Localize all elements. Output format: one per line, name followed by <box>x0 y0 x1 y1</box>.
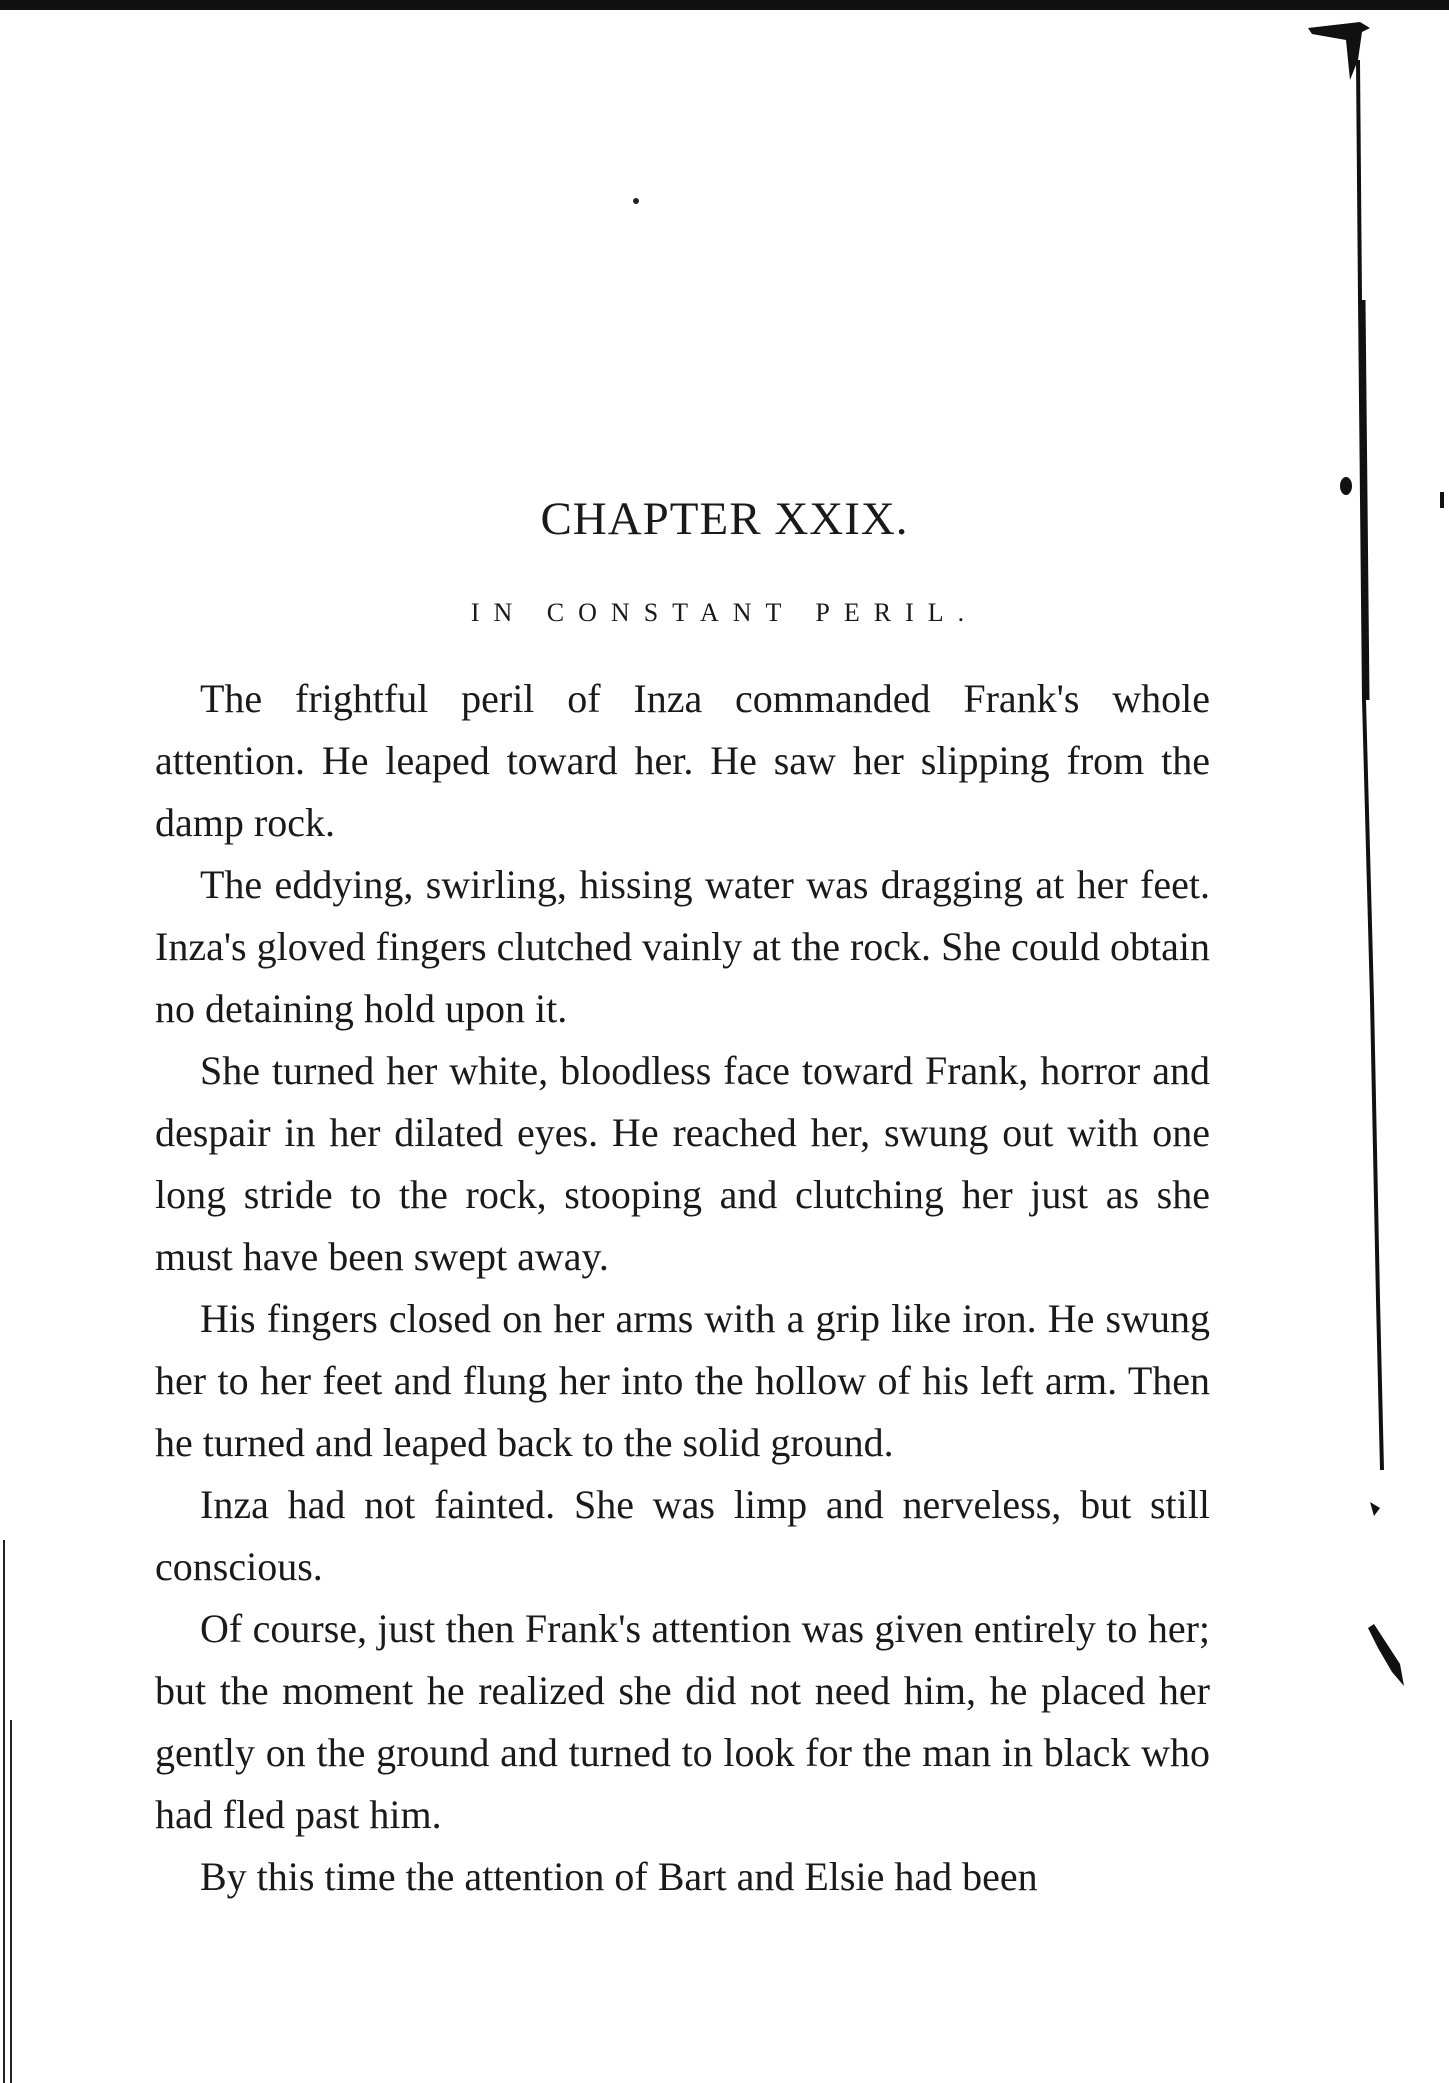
chapter-title: CHAPTER XXIX. <box>540 493 909 545</box>
paragraph: She turned her white, bloodless face toward Frank, horror and despair in her dilated eyes. He reached her, swung out with one long stride to the rock, stooping and clutching her just as she must have been swept away. <box>155 1048 1210 1279</box>
chapter-subtitle: IN CONSTANT PERIL. <box>470 598 979 627</box>
paragraph: By this time the attention of Bart and Elsie had been <box>200 1854 1038 1899</box>
scan-left-edge <box>0 1540 20 2083</box>
paragraph: The frightful peril of Inza commanded Frank's whole attention. He leaped toward her. He saw her slipping from the damp rock. <box>155 676 1210 845</box>
paragraph: Of course, just then Frank's attention was given entirely to her; but the moment he realized she did not need him, he placed her gently on the ground and turned to look for the man in black who had fled past him. <box>155 1606 1210 1837</box>
page-top-edge <box>0 0 1449 10</box>
scan-edge-mark <box>1300 0 1449 2083</box>
chapter-body <box>155 668 1210 1908</box>
paragraph: His fingers closed on her arms with a grip like iron. He swung her to her feet and flung her into the hollow of his left arm. Then he turned and leaped back to the solid ground. <box>155 1296 1210 1465</box>
paragraph: Inza had not fainted. She was limp and nerveless, but still conscious. <box>155 1482 1210 1589</box>
speck-mark <box>632 197 640 205</box>
paragraph: The eddying, swirling, hissing water was dragging at her feet. Inza's gloved fingers clutched vainly at the rock. She could obtain no detaining hold upon it. <box>155 862 1210 1031</box>
